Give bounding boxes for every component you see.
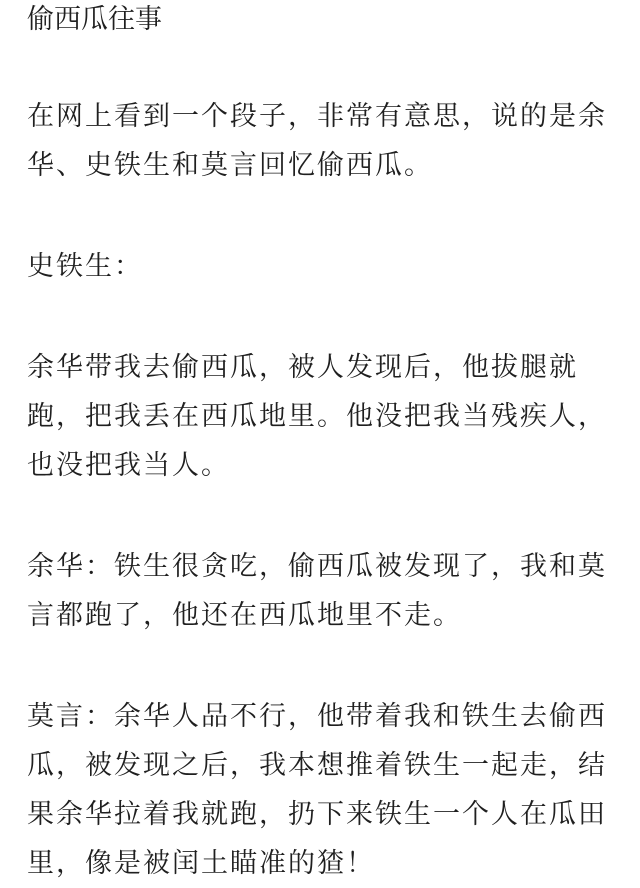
paragraph-mo-quote: 莫言：余华人品不行，他带着我和铁生去偷西瓜，被发现之后，我本想推着铁生一起走，结果余华拉着我就跑，扔下来铁生一个人在瓜田里，像是被闰土瞄准的猹！ [27,701,607,879]
paragraph-shi-quote: 余华带我去偷西瓜，被人发现后，他拔腿就跑，把我丢在西瓜地里。他没把我当残疾人，也没把我当人。 [27,352,607,481]
paragraph-speaker-shi: 史铁生： [27,251,143,282]
paragraph-yu-quote: 余华：铁生很贪吃，偷西瓜被发现了，我和莫言都跑了，他还在西瓜地里不走。 [27,551,607,631]
article-title: 偷西瓜往事 [27,4,162,35]
article [27,0,627,888]
paragraph-intro: 在网上看到一个段子，非常有意思，说的是余华、史铁生和莫言回忆偷西瓜。 [27,101,607,181]
